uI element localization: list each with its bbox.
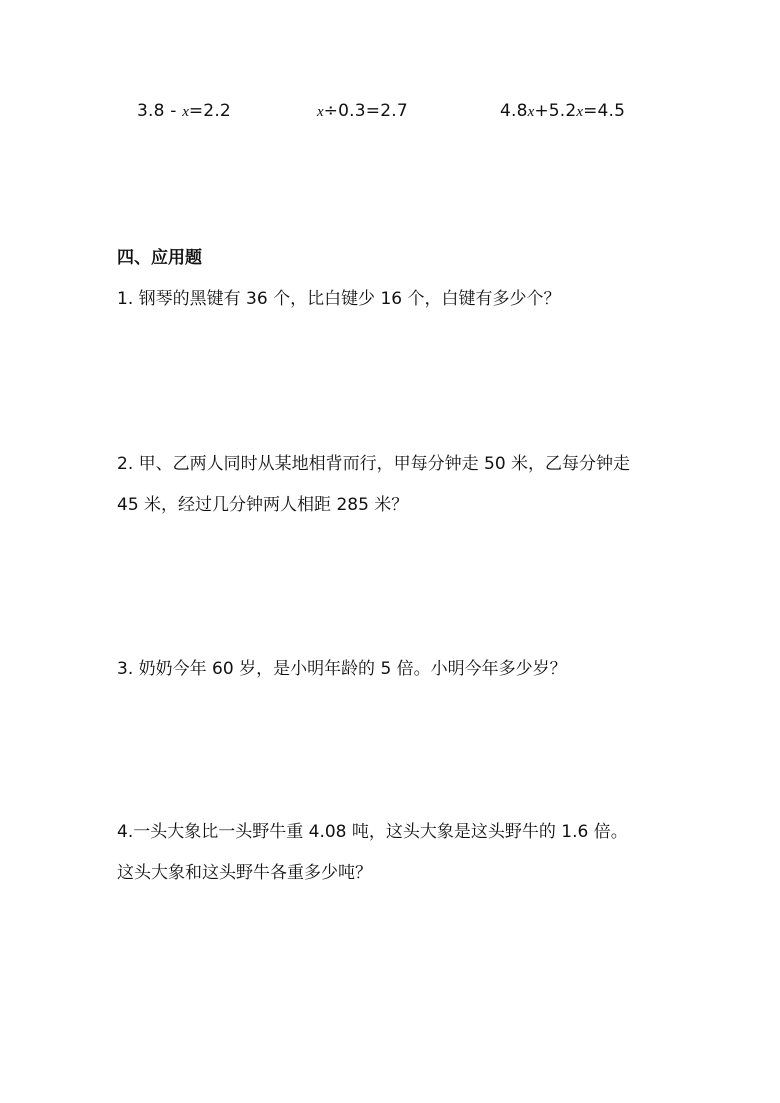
equation-1 [137,99,231,124]
question-3: 3. 奶奶今年 60 岁，是小明年龄的 5 倍。小明今年多少岁？ [117,659,567,679]
equation-3-variable-1: x [527,104,535,120]
section-title: 四、应用题 [117,248,202,268]
equation-3-left: 4.8 [500,101,528,121]
question-4-line-1: 4.一头大象比一头野牛重 4.08 吨，这头大象是这头野牛的 1.6 倍。 [117,822,628,842]
equation-2 [317,99,408,124]
equation-3-middle: +5.2 [534,101,577,121]
equation-1-left: 3.8 - [137,101,183,121]
equation-3-variable-2: x [576,104,584,120]
equation-2-variable: x [317,104,324,120]
equation-2-right: ÷0.3=2.7 [323,101,408,121]
question-4-line-2: 这头大象和这头野牛各重多少吨？ [117,863,372,883]
equation-1-right: =2.2 [188,101,231,121]
question-1: 1. 钢琴的黑键有 36 个，比白键少 16 个，白键有多少个？ [117,289,561,309]
question-2-line-1: 2. 甲、乙两人同时从某地相背而行，甲每分钟走 50 米，乙每分钟走 [117,454,631,474]
equation-1-variable: x [182,104,189,120]
question-2-line-2: 45 米，经过几分钟两人相距 285 米？ [117,495,409,515]
equation-3-right: =4.5 [583,101,626,121]
equation-3 [500,99,625,124]
